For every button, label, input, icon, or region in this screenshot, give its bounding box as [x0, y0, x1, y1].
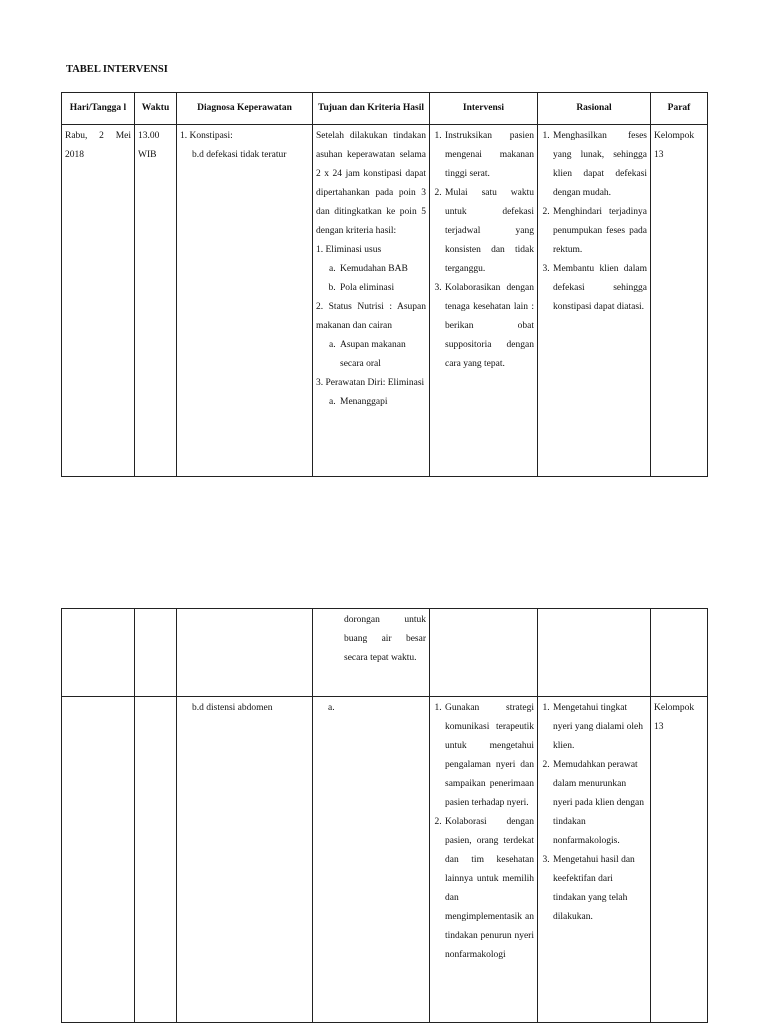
intervensi-item: 2. Mulai satu waktu untuk defekasi terjadwal yang konsisten dan tidak terganggu.	[444, 184, 534, 279]
kriteria-label: 2. Status Nutrisi : Asupan makanan dan cairan	[316, 302, 426, 331]
tujuan-item: a.	[328, 703, 335, 713]
kriteria-label: 3. Perawatan Diri: Eliminasi	[316, 378, 425, 388]
rasional-item: 3. Membantu klien dalam defekasi sehingga konstipasi dapat diatasi.	[552, 260, 647, 317]
cell-intervensi	[430, 125, 538, 477]
table-row	[62, 125, 708, 477]
cell-hari: Rabu, 2 Mei 2018	[62, 125, 135, 477]
tujuan-intro: Setelah dilakukan tindakan asuhan keperawatan selama 2 x 24 jam konstipasi dapat dipertahankan pada poin 3 dan ditingkatkan ke poin 5 dengan kriteria hasil:	[316, 131, 426, 236]
cell-paraf	[651, 609, 708, 697]
cell-waktu	[135, 609, 177, 697]
cell-hari	[62, 609, 135, 697]
diagnosa-title: 1. Konstipasi:	[180, 131, 233, 141]
kriteria-sub: a. Kemudahan BAB	[338, 260, 426, 279]
table-row	[62, 697, 708, 1023]
cell-rasional	[538, 697, 651, 1023]
cell-rasional	[538, 125, 651, 477]
intervensi-item: 1. Instruksikan pasien mengenai makanan tinggi serat.	[444, 127, 534, 184]
page-title: TABEL INTERVENSI	[66, 64, 168, 75]
tujuan-continued: dorongan untuk buang air besar secara tepat waktu.	[344, 615, 426, 663]
cell-rasional	[538, 609, 651, 697]
rasional-item: 1. Mengetahui tingkat nyeri yang dialami oleh klien.	[552, 699, 647, 756]
header-paraf: Paraf	[651, 93, 708, 125]
cell-intervensi	[430, 697, 538, 1023]
table-row	[62, 609, 708, 697]
kriteria-sub: a. Menanggapi	[338, 393, 426, 412]
kriteria-2	[316, 298, 426, 374]
rasional-item: 2. Memudahkan perawat dalam menurunkan nyeri pada klien dengan tindakan nonfarmakologis.	[552, 756, 647, 851]
kriteria-3	[316, 374, 426, 412]
kriteria-sub: b. Pola eliminasi	[338, 279, 426, 298]
rasional-item: 1. Menghasilkan feses yang lunak, sehingga klien dapat defekasi dengan mudah.	[552, 127, 647, 203]
cell-paraf: Kelompok 13	[651, 125, 708, 477]
cell-waktu: 13.00 WIB	[135, 125, 177, 477]
intervention-table-continued	[61, 608, 708, 1023]
cell-diagnosa	[177, 697, 313, 1023]
cell-tujuan	[313, 125, 430, 477]
cell-hari	[62, 697, 135, 1023]
kriteria-label: 1. Eliminasi usus	[316, 245, 382, 255]
header-hari: Hari/Tangga l	[62, 93, 135, 125]
cell-paraf: Kelompok 13	[651, 697, 708, 1023]
diagnosa-bd: b.d defekasi tidak teratur	[192, 150, 287, 160]
cell-tujuan	[313, 609, 430, 697]
header-waktu: Waktu	[135, 93, 177, 125]
rasional-item: 3. Mengetahui hasil dan keefektifan dari tindakan yang telah dilakukan.	[552, 851, 647, 927]
header-diagnosa: Diagnosa Keperawatan	[177, 93, 313, 125]
diagnosa-bd: b.d distensi abdomen	[192, 703, 273, 713]
header-tujuan: Tujuan dan Kriteria Hasil	[313, 93, 430, 125]
cell-diagnosa	[177, 125, 313, 477]
header-row	[62, 93, 708, 125]
intervensi-item: 3. Kolaborasikan dengan tenaga kesehatan lain : berikan obat suppositoria dengan cara yang tepat.	[444, 279, 534, 374]
cell-intervensi	[430, 609, 538, 697]
cell-tujuan	[313, 697, 430, 1023]
cell-waktu	[135, 697, 177, 1023]
intervention-table	[61, 92, 708, 477]
cell-diagnosa	[177, 609, 313, 697]
header-rasional: Rasional	[538, 93, 651, 125]
kriteria-sub: a. Asupan makanan secara oral	[338, 336, 426, 374]
intervensi-item: 2. Kolaborasi dengan pasien, orang terdekat dan tim kesehatan lainnya untuk memilih dan mengimplementasik an tindakan penurun nyeri nonfarmakologi	[444, 813, 534, 965]
header-intervensi: Intervensi	[430, 93, 538, 125]
rasional-item: 2. Menghindari terjadinya penumpukan feses pada rektum.	[552, 203, 647, 260]
intervensi-item: 1. Gunakan strategi komunikasi terapeutik untuk mengetahui pengalaman nyeri dan sampaikan penerimaan pasien terhadap nyeri.	[444, 699, 534, 813]
kriteria-1	[316, 241, 426, 298]
